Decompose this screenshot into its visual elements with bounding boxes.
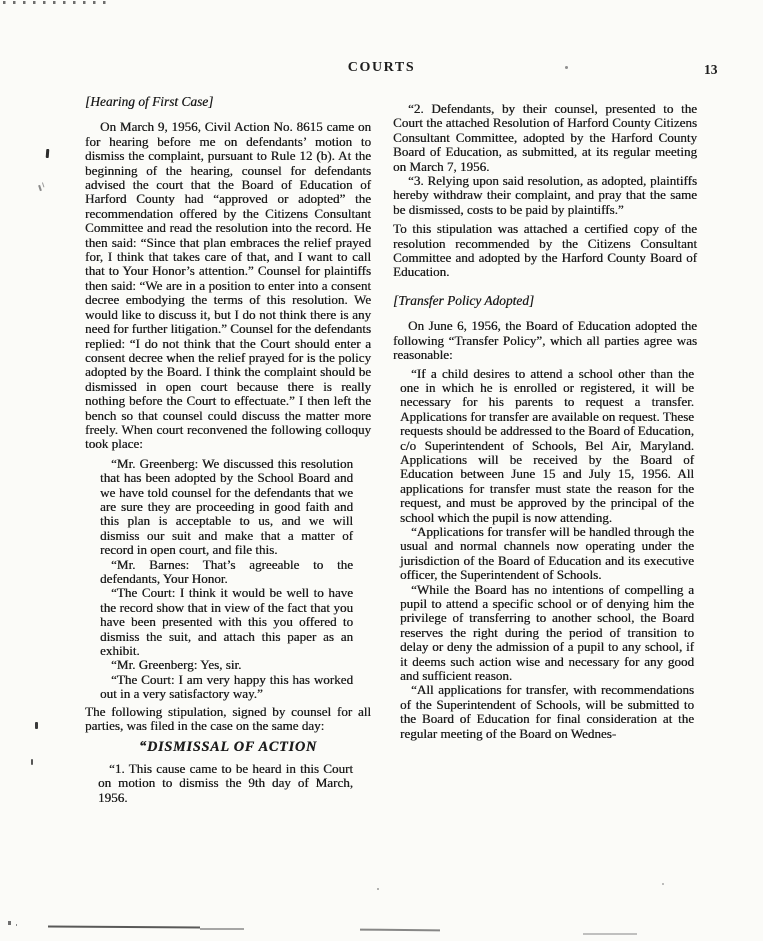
scan-artifact-margin-mark-3 [35,722,38,729]
scan-artifact-bottom-smudge-2 [200,928,244,930]
page-number: 13 [704,62,718,77]
scan-artifact-dot-2 [662,883,664,885]
right-column [393,102,697,741]
colloquy-block [100,457,353,702]
colloquy-line-greenberg-1: “Mr. Greenberg: We discussed this resolution that has been adopted by the School Board and we have told counsel for the defendants that we are sure they are proceeding in good faith and this plan is acceptable to us, and we will dismiss our suit and make that a matter of record in open court, and file this. [100,455,353,558]
left-column [85,95,371,805]
scan-artifact-bottom-smudge-1 [48,925,200,928]
scan-artifact-dot-1 [377,888,379,890]
paragraph-stipulation-filed: The following stipulation, signed by counsel for all parties, was filed in the case on the same day: [85,703,371,734]
section-heading-transfer-policy: [Transfer Policy Adopted] [393,292,535,308]
stipulation-paragraph-2: “2. Defendants, by their counsel, presented to the Court the attached Resolution of Harford County Citizens Consultant Committee, adopted by the Harford County Board of Education, as submitted, at its regular meeting on March 7, 1956. [393,101,697,174]
transfer-policy-block [400,367,694,742]
scan-artifact-margin-mark-1 [46,149,50,158]
colloquy-line-greenberg-2: “Mr. Greenberg: Yes, sir. [111,657,242,673]
stipulation-paragraph-3: “3. Relying upon said resolution, as adopted, plaintiffs hereby withdraw their complaint, and pray that the same be dismissed, costs to be paid by plaintiffs.” [393,173,697,217]
policy-paragraph-1: “If a child desires to attend a school other than the one in which he is enrolled or registered, it will be necessary for his parents to request a transfer. Applications for transfer are available on request. These requests should be addressed to the Board of Education, c/o Superintendent of Schools, Bel Air, Maryland. Applications will be received by the Board of Education between June 15 and July 15, 1956. All applications for transfer must state the reason for the request, and must be approved by the principal of the school which the pupil is now attending. [400,365,694,525]
colloquy-line-barnes: “Mr. Barnes: That’s agreeable to the defendants, Your Honor. [100,556,353,586]
policy-paragraph-4: “All applications for transfer, with recommendations of the Superintendent of Schools, will be submitted to the Board of Education for final consideration at the regular meeting of the Board on Wednes- [400,682,694,741]
scan-artifact-margin-mark-4 [31,759,33,765]
running-head: COURTS [347,60,416,75]
stipulation-item-1 [98,762,353,805]
scan-artifact-bottom-smudge-3 [360,929,440,932]
scan-artifact-bottom-smudge-4 [583,933,637,935]
dismissal-heading: “DISMISSAL OF ACTION [139,739,317,756]
colloquy-line-court-1: “The Court: I think it would be well to have the record show that in view of the fact that you have been presented with this you offered to dismiss the suit, and attach this paper as an exhibit. [100,585,353,659]
policy-paragraph-2: “Applications for transfer will be handled through the usual and normal channels now operating under the jurisdiction of the Board of Education and its executive officer, the Superintendent of Schools. [400,523,694,583]
section-heading-hearing: [Hearing of First Case] [85,94,214,109]
stipulation-paragraph-1: “1. This cause came to be heard in this Court on motion to dismiss the 9th day of March, 1956. [98,760,353,805]
scan-artifact-margin-mark-2 [38,185,42,191]
scan-artifact-bottom-speck [8,921,11,925]
policy-paragraph-3: “While the Board has no intentions of compelling a pupil to attend a specific school or of denying him the privilege of transferring to another school, the Board reserves the right during the period of transition to delay or deny the admission of a pupil to any school, if it deems such action wise and necessary for any good and sufficient reason. [400,581,694,684]
colloquy-line-court-2: “The Court: I am very happy this has worked out in a very satisfactory way.” [100,671,353,702]
paragraph-certified-copy: To this stipulation was attached a certified copy of the resolution recommended by the Citizens Consultant Committee and adopted by the Harford County Board of Education. [393,221,697,280]
scan-artifact-top-dotted-line [3,1,107,4]
paragraph-hearing-intro: On March 9, 1956, Civil Action No. 8615 came on for hearing before me on defendants’ motion to dismiss the complaint, pursuant to Rule 12 (b). At the beginning of the hearing, counsel for defendants advised the court that the Board of Education of Harford County had “approved or adopted” the recommendation offered by the Citizens Consultant Committee and read the resolution into the record. He then said: “Since that plan embraces the relief prayed for, I think that takes care of that, and I want to call that to Your Honor’s attention.” Counsel for plaintiffs then said: “We are in a position to enter into a consent decree embodying the terms of this resolution. We would like to discuss it, but I do not think there is any need for further litigation.” Counsel for the defendants replied: “I do not think that the Court should enter a consent decree when the relief prayed for is the policy adopted by the Board. I think the complaint should be dismissed in open court because there is really nothing before the Court to effectuate.” I then left the bench so that counsel could discuss the matter more freely. When court reconvened the following colloquy took place: [85,119,371,452]
paragraph-policy-adopted: On June 6, 1956, the Board of Education adopted the following “Transfer Policy”, which all parties agree was reasonable: [393,318,697,363]
